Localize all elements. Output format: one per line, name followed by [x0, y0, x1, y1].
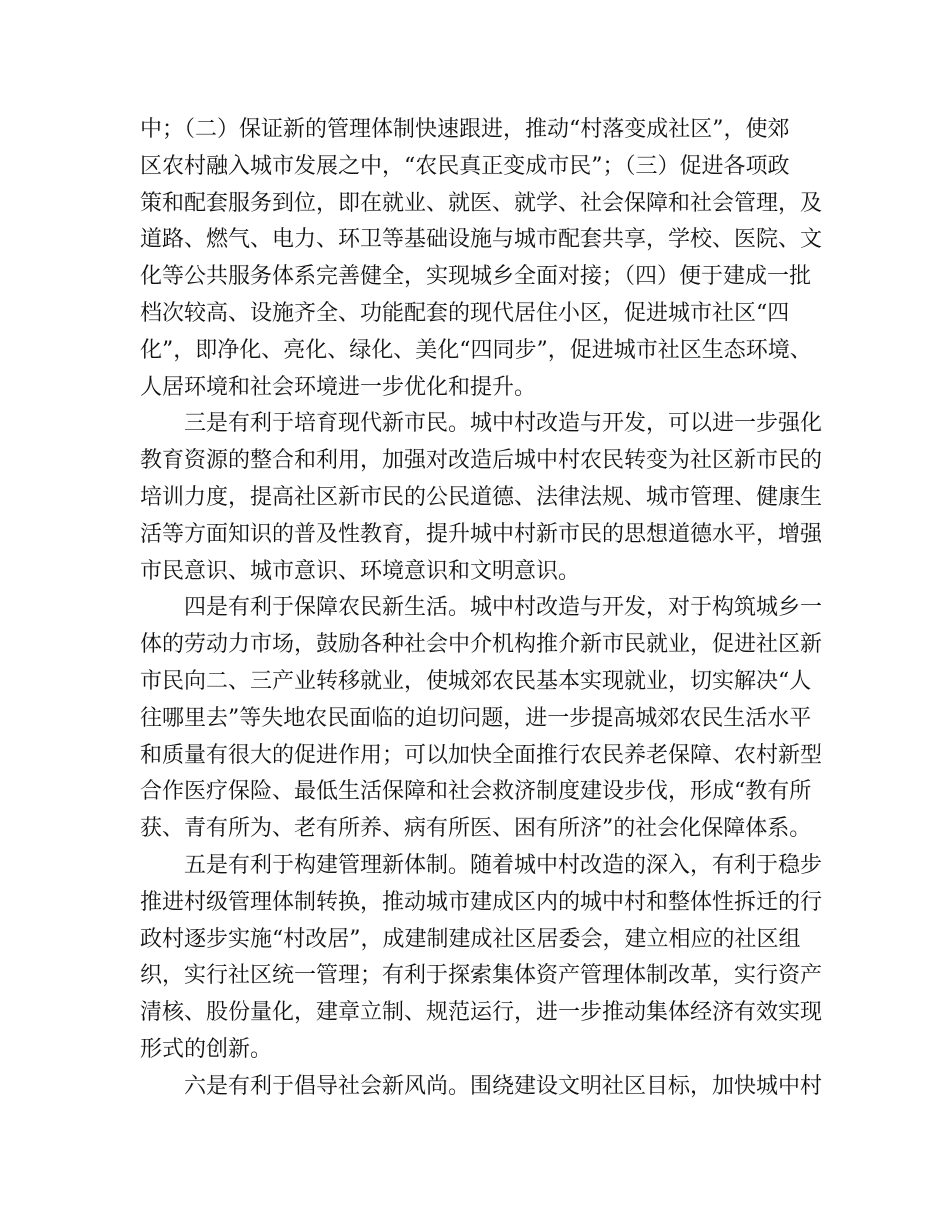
text-line: 五是有利于构建管理新体制。随着城中村改造的深入，有利于稳步: [184, 852, 823, 878]
paragraph-new-system: [140, 848, 823, 1069]
text-line: 六是有利于倡导社会新风尚。围绕建设文明社区目标，加快城中村: [184, 1073, 823, 1099]
text-line: 清核、股份量化，建章立制、规范运行，进一步推动集体经济有效实现: [140, 1000, 823, 1026]
text-line: 档次较高、设施齐全、功能配套的现代居住小区，促进城市社区“四: [140, 300, 790, 326]
text-line: 推进村级管理体制转换，推动城市建成区内的城中村和整体性拆迁的行: [140, 889, 823, 915]
text-line: 合作医疗保险、最低生活保障和社会救济制度建设步伐，形成“教有所: [140, 779, 812, 805]
text-line: 化等公共服务体系完善健全，实现城乡全面对接；（四）便于建成一批: [140, 264, 812, 290]
text-line: 和质量有很大的促进作用；可以加快全面推行农民养老保障、农村新型: [140, 742, 823, 768]
text-line: 教育资源的整合和利用，加强对改造后城中村农民转变为社区新市民的: [140, 448, 823, 474]
text-line: 获、青有所为、老有所养、病有所医、困有所济”的社会化保障体系。: [140, 816, 812, 842]
text-line: 化”，即净化、亮化、绿化、美化“四同步”，促进城市社区生态环境、: [140, 337, 812, 363]
text-line: 市民向二、三产业转移就业，使城郊农民基本实现就业，切实解决“人: [140, 668, 812, 694]
paragraph-new-life: [140, 590, 823, 848]
text-line: 中；（二）保证新的管理体制快速跟进，推动“村落变成社区”，使郊: [140, 117, 790, 142]
text-line: 形式的创新。: [140, 1036, 273, 1062]
text-line: 政村逐步实施“村改居”，成建制建成社区居委会，建立相应的社区组: [140, 926, 801, 952]
text-line: 市民意识、城市意识、环境意识和文明意识。: [140, 558, 581, 584]
text-line: 区农村融入城市发展之中，“农民真正变成市民”；（三）促进各项政: [140, 153, 790, 179]
text-line: 往哪里去”等失地农民面临的迫切问题，进一步提高城郊农民生活水平: [140, 705, 812, 731]
text-line: 体的劳动力市场，鼓励各种社会中介机构推介新市民就业，促进社区新: [140, 632, 823, 658]
text-line: 策和配套服务到位，即在就业、就医、就学、社会保障和社会管理，及: [140, 190, 823, 216]
paragraph-new-customs: [140, 1069, 823, 1106]
paragraph-new-citizens: [140, 406, 823, 590]
text-line: 三是有利于培育现代新市民。城中村改造与开发，可以进一步强化: [184, 411, 823, 437]
paragraph-continuation: [140, 112, 823, 406]
document-body: [140, 112, 823, 1106]
text-line: 培训力度，提高社区新市民的公民道德、法律法规、城市管理、健康生: [140, 484, 823, 510]
text-line: 织，实行社区统一管理；有利于探索集体资产管理体制改革，实行资产: [140, 963, 823, 989]
text-line: 道路、燃气、电力、环卫等基础设施与城市配套共享，学校、医院、文: [140, 227, 823, 253]
text-line: 人居环境和社会环境进一步优化和提升。: [140, 374, 537, 400]
text-line: 活等方面知识的普及性教育，提升城中村新市民的思想道德水平，增强: [140, 521, 823, 547]
text-line: 四是有利于保障农民新生活。城中村改造与开发，对于构筑城乡一: [184, 595, 823, 621]
